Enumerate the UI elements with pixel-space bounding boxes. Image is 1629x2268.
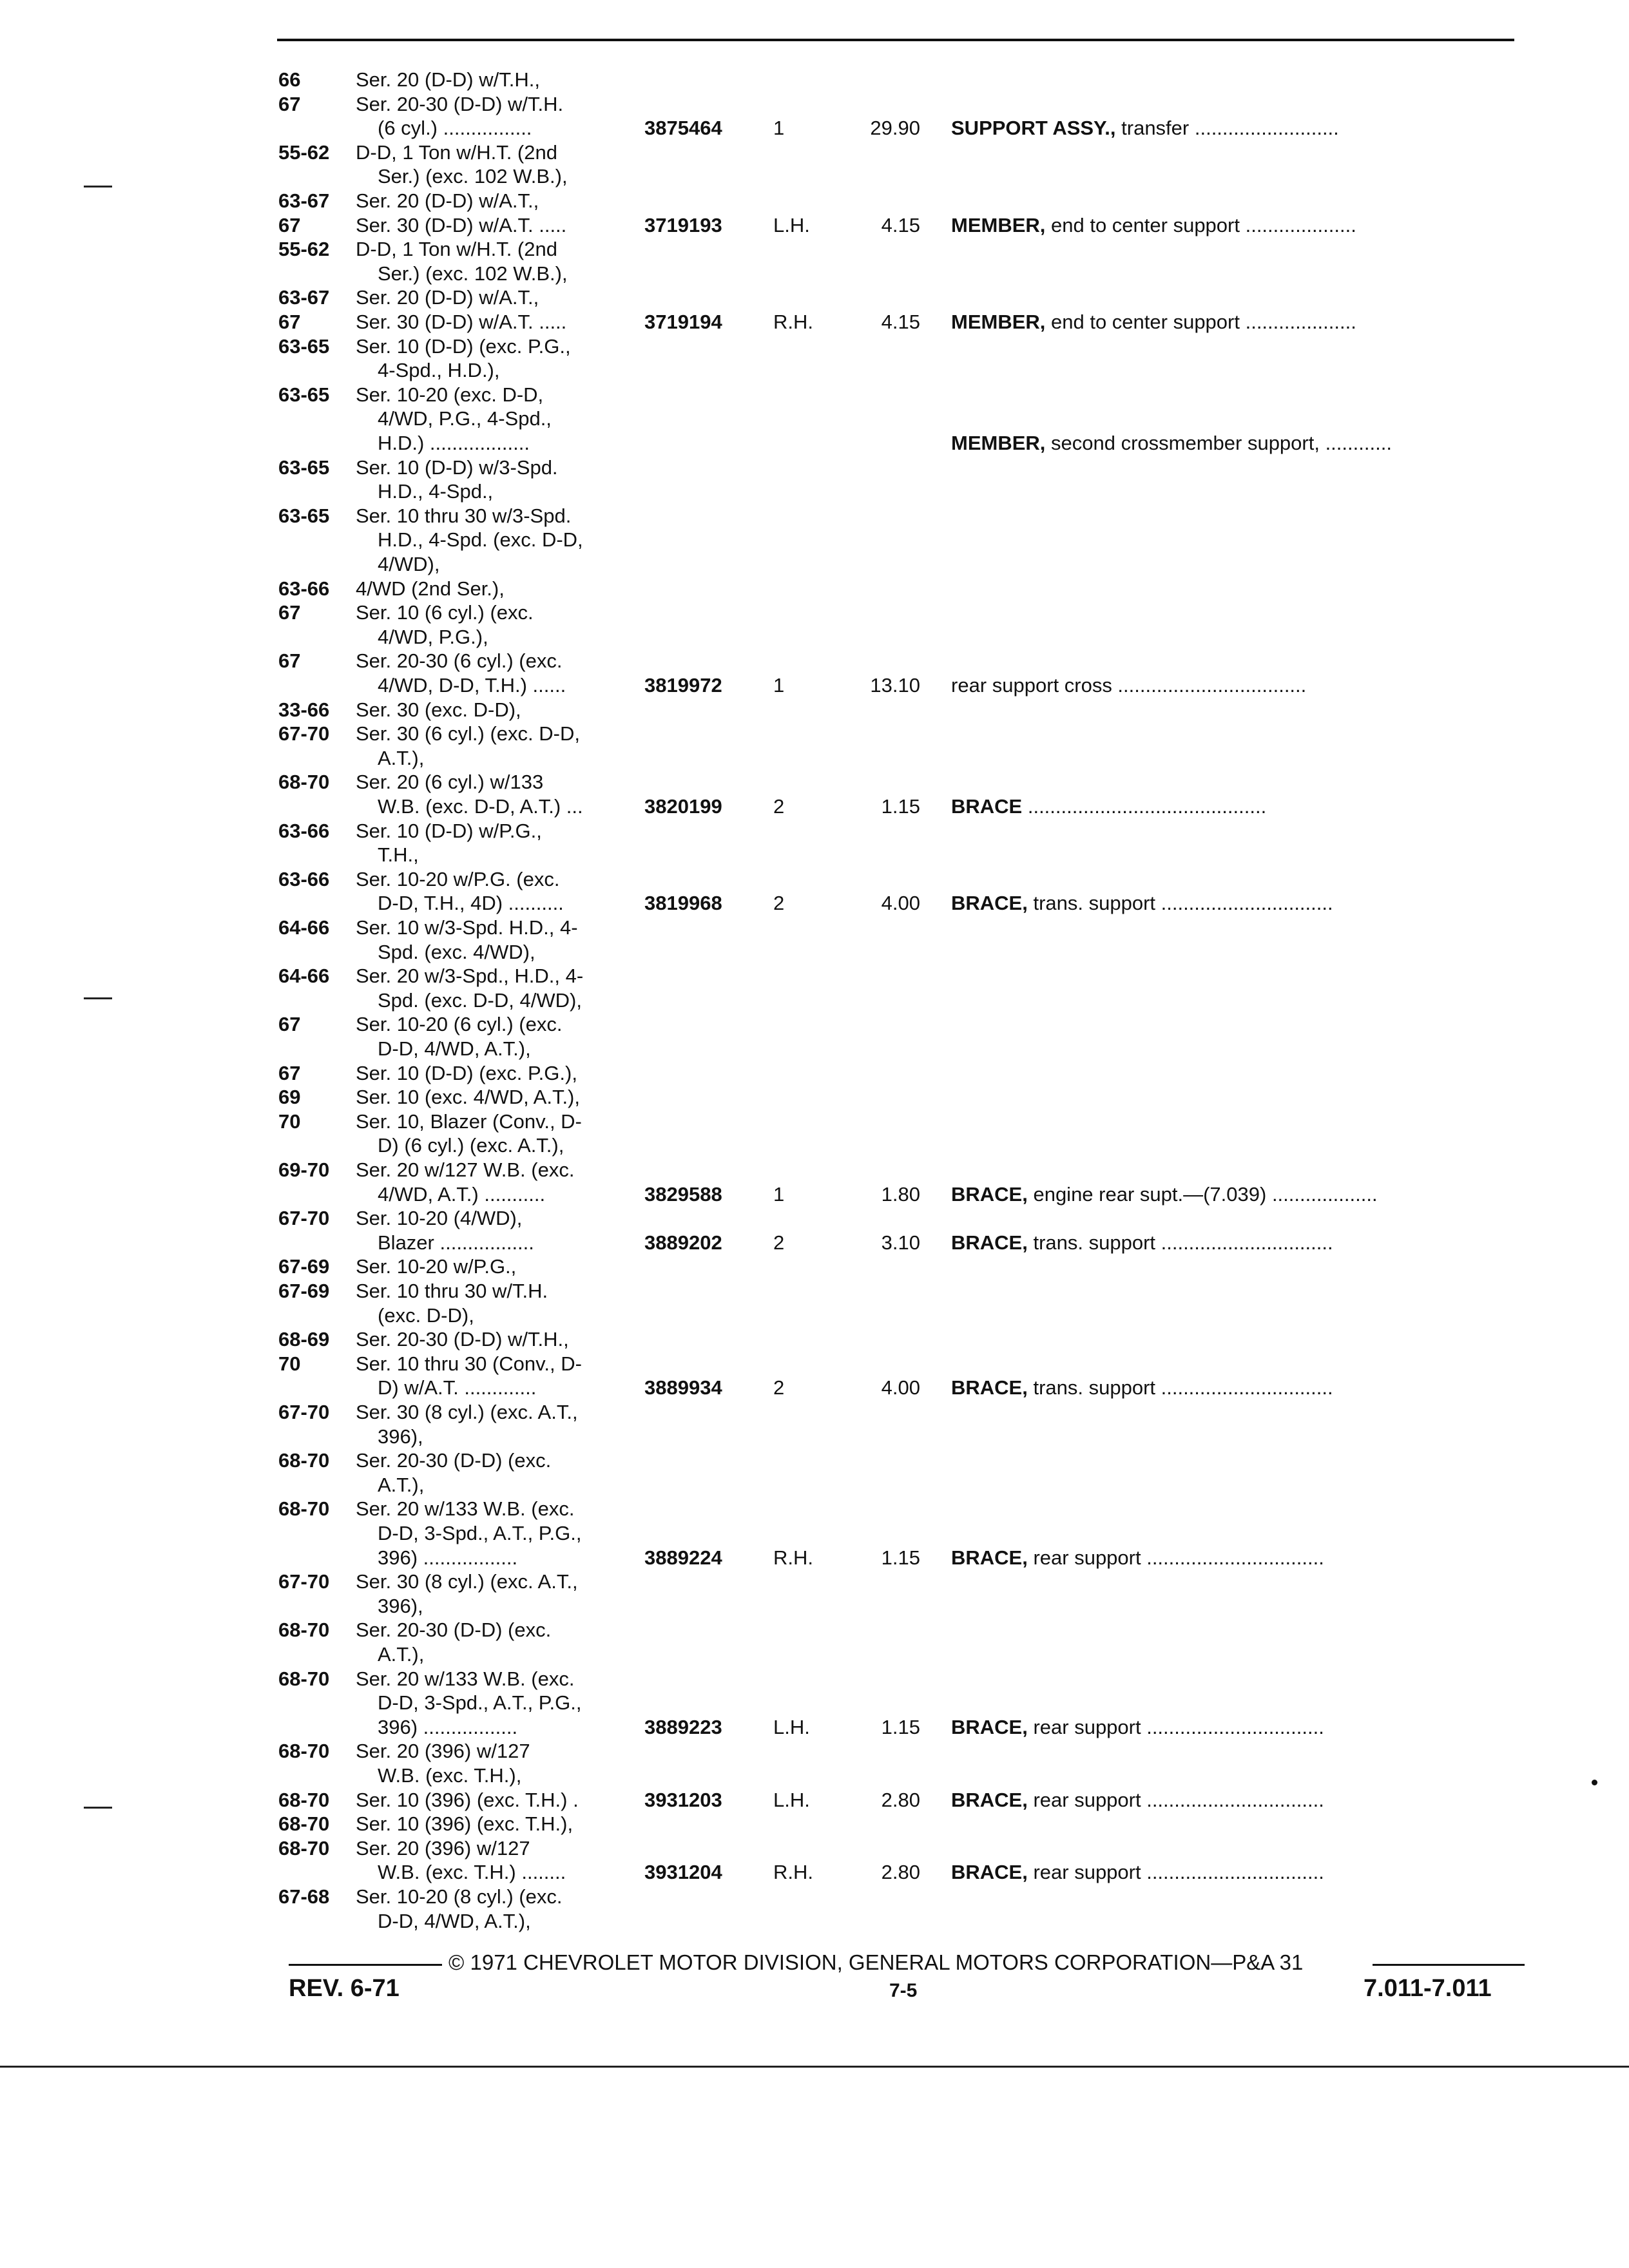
application-text: A.T.), bbox=[378, 747, 425, 769]
application-text: H.D.) .................. bbox=[378, 432, 530, 454]
application-text: H.D., 4-Spd., bbox=[378, 480, 494, 503]
quantity: R.H. bbox=[773, 1861, 813, 1883]
model-year: 67-69 bbox=[278, 1255, 330, 1278]
application-text: Ser. 10 thru 30 (Conv., D- bbox=[356, 1352, 582, 1375]
application-text: Ser. 20-30 (6 cyl.) (exc. bbox=[356, 649, 563, 672]
application-text: Ser. 10, Blazer (Conv., D- bbox=[356, 1110, 582, 1133]
application-text: Ser. 10 thru 30 w/T.H. bbox=[356, 1280, 548, 1302]
part-number: 3719193 bbox=[644, 214, 722, 236]
application-text: 4/WD, D-D, T.H.) ...... bbox=[378, 674, 566, 697]
application-text: 396) ................. bbox=[378, 1546, 518, 1569]
part-number: 3889223 bbox=[644, 1716, 722, 1738]
quantity: L.H. bbox=[773, 1716, 810, 1738]
part-detail: second crossmember support, ............ bbox=[1045, 432, 1392, 454]
part-number: 3889202 bbox=[644, 1231, 722, 1254]
stray-dot bbox=[1592, 1780, 1597, 1785]
application-text: (exc. D-D), bbox=[378, 1304, 474, 1327]
price: 4.15 bbox=[881, 311, 920, 333]
application-text: 4/WD, P.G.), bbox=[378, 626, 488, 648]
price: 4.00 bbox=[881, 892, 920, 914]
part-description bbox=[951, 214, 1518, 237]
quantity: R.H. bbox=[773, 311, 813, 333]
application-text: Ser. 10 (exc. 4/WD, A.T.), bbox=[356, 1086, 580, 1108]
part-name: MEMBER, bbox=[951, 311, 1046, 333]
price: 1.15 bbox=[881, 795, 920, 818]
application-text: D) (6 cyl.) (exc. A.T.), bbox=[378, 1134, 564, 1157]
part-number: 3820199 bbox=[644, 795, 722, 818]
application-text: Ser. 30 (8 cyl.) (exc. A.T., bbox=[356, 1401, 578, 1423]
model-year: 69-70 bbox=[278, 1158, 330, 1181]
part-number: 3931204 bbox=[644, 1861, 722, 1883]
part-number: 3719194 bbox=[644, 311, 722, 333]
part-detail: trans. support ............................... bbox=[1027, 892, 1333, 914]
part-description bbox=[951, 311, 1518, 334]
model-year: 67-70 bbox=[278, 1207, 330, 1229]
application-text: Ser. 20 (396) w/127 bbox=[356, 1837, 530, 1860]
model-year: 67-69 bbox=[278, 1280, 330, 1302]
quantity: 1 bbox=[773, 1183, 785, 1206]
model-year: 63-66 bbox=[278, 577, 330, 600]
quantity: 1 bbox=[773, 674, 785, 697]
application-text: Ser. 10 (396) (exc. T.H.) . bbox=[356, 1789, 579, 1811]
part-description bbox=[951, 117, 1518, 140]
model-year: 63-67 bbox=[278, 286, 330, 309]
model-year: 67 bbox=[278, 1013, 301, 1035]
model-year: 55-62 bbox=[278, 238, 330, 260]
application-text: Ser. 10-20 (6 cyl.) (exc. bbox=[356, 1013, 563, 1035]
application-text: Ser. 20 (D-D) w/A.T., bbox=[356, 189, 539, 212]
application-text: Ser. 20 (396) w/127 bbox=[356, 1740, 530, 1762]
application-text: D-D, 3-Spd., A.T., P.G., bbox=[378, 1691, 582, 1714]
model-year: 68-69 bbox=[278, 1328, 330, 1350]
model-year: 33-66 bbox=[278, 698, 330, 721]
application-text: D-D, 4/WD, A.T.), bbox=[378, 1037, 531, 1060]
model-year: 70 bbox=[278, 1352, 301, 1375]
application-text: Ser. 10-20 (8 cyl.) (exc. bbox=[356, 1885, 563, 1908]
part-detail: trans. support ............................... bbox=[1027, 1376, 1333, 1399]
model-year: 67 bbox=[278, 214, 301, 236]
quantity: R.H. bbox=[773, 1546, 813, 1569]
part-detail: transfer .......................... bbox=[1115, 117, 1339, 139]
footer-copyright: © 1971 CHEVROLET MOTOR DIVISION, GENERAL MOTORS CORPORATION—P&A 31 bbox=[448, 1950, 1304, 1974]
application-text: D-D, 1 Ton w/H.T. (2nd bbox=[356, 238, 557, 260]
part-description bbox=[951, 674, 1518, 697]
part-detail: rear support cross .................................. bbox=[951, 674, 1307, 697]
part-description bbox=[951, 432, 1518, 455]
application-text: Ser. 30 (exc. D-D), bbox=[356, 698, 521, 721]
part-name: BRACE, bbox=[951, 1716, 1028, 1738]
quantity: 1 bbox=[773, 117, 785, 139]
model-year: 67 bbox=[278, 649, 301, 672]
price: 1.15 bbox=[881, 1546, 920, 1569]
application-text: Blazer ................. bbox=[378, 1231, 534, 1254]
model-year: 66 bbox=[278, 68, 301, 91]
application-text: A.T.), bbox=[378, 1643, 425, 1666]
model-year: 63-65 bbox=[278, 335, 330, 358]
application-text: D-D, 4/WD, A.T.), bbox=[378, 1910, 531, 1932]
part-number: 3875464 bbox=[644, 117, 722, 139]
application-text: Ser. 10 thru 30 w/3-Spd. bbox=[356, 505, 572, 527]
application-text: Ser. 10-20 w/P.G. (exc. bbox=[356, 868, 560, 890]
model-year: 63-66 bbox=[278, 820, 330, 842]
model-year: 68-70 bbox=[278, 771, 330, 793]
model-year: 67-70 bbox=[278, 1570, 330, 1593]
application-text: Ser. 10-20 (4/WD), bbox=[356, 1207, 523, 1229]
application-text: 4/WD, P.G., 4-Spd., bbox=[378, 407, 552, 430]
model-year: 68-70 bbox=[278, 1497, 330, 1520]
part-name: MEMBER, bbox=[951, 432, 1046, 454]
application-text: Ser. 20 (6 cyl.) w/133 bbox=[356, 771, 544, 793]
application-text: Ser. 10-20 w/P.G., bbox=[356, 1255, 517, 1278]
footer-section-number: 7.011-7.011 bbox=[1364, 1975, 1492, 2002]
part-description bbox=[951, 1183, 1518, 1206]
part-detail: rear support ................................ bbox=[1027, 1789, 1324, 1811]
part-description bbox=[951, 1789, 1518, 1812]
price: 3.10 bbox=[881, 1231, 920, 1254]
model-year: 64-66 bbox=[278, 965, 330, 987]
price: 29.90 bbox=[870, 117, 920, 139]
footer-rule-left bbox=[289, 1964, 442, 1966]
model-year: 68-70 bbox=[278, 1789, 330, 1811]
application-text: Ser. 20-30 (D-D) (exc. bbox=[356, 1449, 552, 1472]
application-text: W.B. (exc. D-D, A.T.) ... bbox=[378, 795, 583, 818]
application-text: 396), bbox=[378, 1425, 423, 1448]
model-year: 63-65 bbox=[278, 505, 330, 527]
part-name: SUPPORT ASSY., bbox=[951, 117, 1116, 139]
model-year: 67-68 bbox=[278, 1885, 330, 1908]
part-description bbox=[951, 795, 1518, 818]
application-text: Ser. 20 (D-D) w/T.H., bbox=[356, 68, 540, 91]
model-year: 68-70 bbox=[278, 1667, 330, 1690]
part-description bbox=[951, 1231, 1518, 1254]
part-name: BRACE, bbox=[951, 1376, 1028, 1399]
model-year: 67 bbox=[278, 311, 301, 333]
model-year: 68-70 bbox=[278, 1449, 330, 1472]
price: 4.00 bbox=[881, 1376, 920, 1399]
quantity: 2 bbox=[773, 1231, 785, 1254]
part-name: BRACE, bbox=[951, 1861, 1028, 1883]
model-year: 68-70 bbox=[278, 1619, 330, 1641]
price: 1.80 bbox=[881, 1183, 920, 1206]
price: 4.15 bbox=[881, 214, 920, 236]
part-name: MEMBER, bbox=[951, 214, 1046, 236]
part-detail: engine rear supt.—(7.039) ................... bbox=[1027, 1183, 1378, 1206]
quantity: 2 bbox=[773, 1376, 785, 1399]
model-year: 68-70 bbox=[278, 1812, 330, 1835]
part-detail: end to center support .................... bbox=[1045, 214, 1356, 236]
model-year: 55-62 bbox=[278, 141, 330, 164]
application-text: Ser. 10 (D-D) w/P.G., bbox=[356, 820, 542, 842]
part-detail: rear support ................................ bbox=[1027, 1716, 1324, 1738]
part-number: 3829588 bbox=[644, 1183, 722, 1206]
application-text: Ser. 10 w/3-Spd. H.D., 4- bbox=[356, 916, 578, 939]
part-name: BRACE, bbox=[951, 1789, 1028, 1811]
application-text: 4/WD), bbox=[378, 553, 440, 575]
model-year: 70 bbox=[278, 1110, 301, 1133]
model-year: 67-70 bbox=[278, 1401, 330, 1423]
part-detail: rear support ................................ bbox=[1027, 1861, 1324, 1883]
application-text: Ser.) (exc. 102 W.B.), bbox=[378, 165, 568, 187]
bottom-rule bbox=[0, 2066, 1629, 2068]
footer-rule-right bbox=[1373, 1964, 1525, 1966]
part-name: BRACE bbox=[951, 795, 1023, 818]
application-text: Ser. 20 w/133 W.B. (exc. bbox=[356, 1667, 575, 1690]
application-text: Ser. 20-30 (D-D) (exc. bbox=[356, 1619, 552, 1641]
part-detail: rear support ................................ bbox=[1027, 1546, 1324, 1569]
part-name: BRACE, bbox=[951, 892, 1028, 914]
application-text: 396) ................. bbox=[378, 1716, 518, 1738]
part-number: 3931203 bbox=[644, 1789, 722, 1811]
model-year: 67-70 bbox=[278, 722, 330, 745]
part-number: 3819968 bbox=[644, 892, 722, 914]
part-description bbox=[951, 1716, 1518, 1739]
application-text: (6 cyl.) ................ bbox=[378, 117, 532, 139]
application-text: Ser. 20-30 (D-D) w/T.H. bbox=[356, 93, 564, 115]
application-text: D) w/A.T. ............. bbox=[378, 1376, 537, 1399]
application-text: W.B. (exc. T.H.) ........ bbox=[378, 1861, 566, 1883]
application-text: Ser. 10 (D-D) w/3-Spd. bbox=[356, 456, 558, 479]
application-text: Ser. 20 w/3-Spd., H.D., 4- bbox=[356, 965, 584, 987]
part-description bbox=[951, 892, 1518, 915]
footer-page-number: 7-5 bbox=[889, 1980, 918, 2001]
price: 13.10 bbox=[870, 674, 920, 697]
application-text: Ser. 20 (D-D) w/A.T., bbox=[356, 286, 539, 309]
price: 2.80 bbox=[881, 1789, 920, 1811]
part-detail: ........................................... bbox=[1022, 795, 1267, 818]
application-text: D-D, T.H., 4D) .......... bbox=[378, 892, 564, 914]
quantity: L.H. bbox=[773, 214, 810, 236]
model-year: 63-67 bbox=[278, 189, 330, 212]
application-text: D-D, 3-Spd., A.T., P.G., bbox=[378, 1522, 582, 1544]
margin-tick bbox=[84, 186, 112, 187]
part-number: 3819972 bbox=[644, 674, 722, 697]
footer-revision: REV. 6-71 bbox=[289, 1975, 400, 2002]
application-text: H.D., 4-Spd. (exc. D-D, bbox=[378, 528, 583, 551]
application-text: Spd. (exc. 4/WD), bbox=[378, 941, 535, 963]
application-text: Ser. 20-30 (D-D) w/T.H., bbox=[356, 1328, 569, 1350]
model-year: 67 bbox=[278, 601, 301, 624]
application-text: Ser. 10 (D-D) (exc. P.G.), bbox=[356, 1062, 577, 1084]
application-text: 396), bbox=[378, 1595, 423, 1617]
application-text: Ser. 10 (D-D) (exc. P.G., bbox=[356, 335, 571, 358]
application-text: 4/WD, A.T.) ........... bbox=[378, 1183, 546, 1206]
part-number: 3889224 bbox=[644, 1546, 722, 1569]
part-name: BRACE, bbox=[951, 1183, 1028, 1206]
application-text: Ser. 30 (6 cyl.) (exc. D-D, bbox=[356, 722, 580, 745]
application-text: Ser. 10-20 (exc. D-D, bbox=[356, 383, 544, 406]
part-detail: trans. support ............................... bbox=[1027, 1231, 1333, 1254]
application-text: W.B. (exc. T.H.), bbox=[378, 1764, 522, 1787]
part-number: 3889934 bbox=[644, 1376, 722, 1399]
application-text: Ser. 30 (D-D) w/A.T. ..... bbox=[356, 214, 567, 236]
model-year: 69 bbox=[278, 1086, 301, 1108]
application-text: D-D, 1 Ton w/H.T. (2nd bbox=[356, 141, 557, 164]
model-year: 68-70 bbox=[278, 1837, 330, 1860]
model-year: 68-70 bbox=[278, 1740, 330, 1762]
price: 1.15 bbox=[881, 1716, 920, 1738]
part-description bbox=[951, 1861, 1518, 1884]
part-name: BRACE, bbox=[951, 1231, 1028, 1254]
part-description bbox=[951, 1376, 1518, 1399]
application-text: T.H., bbox=[378, 843, 419, 866]
model-year: 64-66 bbox=[278, 916, 330, 939]
part-description bbox=[951, 1546, 1518, 1570]
application-text: Ser. 10 (396) (exc. T.H.), bbox=[356, 1812, 574, 1835]
model-year: 67 bbox=[278, 1062, 301, 1084]
quantity: L.H. bbox=[773, 1789, 810, 1811]
model-year: 67 bbox=[278, 93, 301, 115]
model-year: 63-66 bbox=[278, 868, 330, 890]
application-text: Ser. 20 w/127 W.B. (exc. bbox=[356, 1158, 575, 1181]
application-text: A.T.), bbox=[378, 1474, 425, 1496]
application-text: 4/WD (2nd Ser.), bbox=[356, 577, 505, 600]
application-text: Ser. 30 (D-D) w/A.T. ..... bbox=[356, 311, 567, 333]
application-text: Ser. 20 w/133 W.B. (exc. bbox=[356, 1497, 575, 1520]
top-rule bbox=[277, 39, 1514, 41]
application-text: Ser. 10 (6 cyl.) (exc. bbox=[356, 601, 534, 624]
quantity: 2 bbox=[773, 795, 785, 818]
margin-tick bbox=[84, 1807, 112, 1809]
margin-tick bbox=[84, 997, 112, 999]
part-name: BRACE, bbox=[951, 1546, 1028, 1569]
application-text: Spd. (exc. D-D, 4/WD), bbox=[378, 989, 582, 1012]
application-text: Ser.) (exc. 102 W.B.), bbox=[378, 262, 568, 285]
application-text: Ser. 30 (8 cyl.) (exc. A.T., bbox=[356, 1570, 578, 1593]
quantity: 2 bbox=[773, 892, 785, 914]
part-detail: end to center support .................... bbox=[1045, 311, 1356, 333]
price: 2.80 bbox=[881, 1861, 920, 1883]
application-text: 4-Spd., H.D.), bbox=[378, 359, 500, 381]
model-year: 63-65 bbox=[278, 456, 330, 479]
model-year: 63-65 bbox=[278, 383, 330, 406]
